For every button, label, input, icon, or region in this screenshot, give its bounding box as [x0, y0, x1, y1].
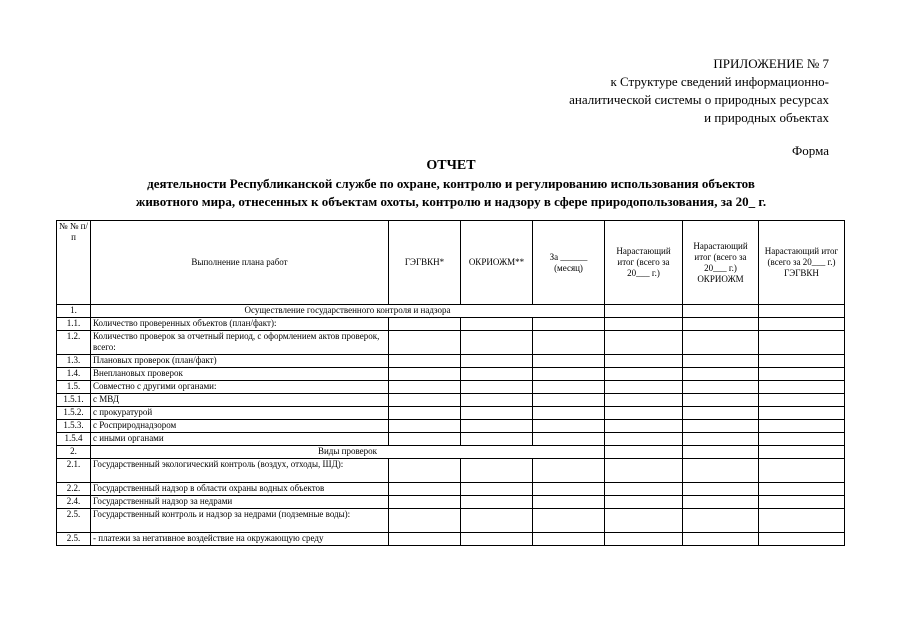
- cell-okriozhm[interactable]: [461, 355, 533, 368]
- appendix-line-3: аналитической системы о природных ресурсах: [569, 92, 829, 107]
- cell-cumulative-okriozhm[interactable]: [683, 509, 759, 533]
- row-num: 1.5.3.: [57, 420, 91, 433]
- cell-cumulative-gegvkn[interactable]: [759, 368, 845, 381]
- row-num: 1.: [57, 305, 91, 318]
- cell-cumulative-gegvkn[interactable]: [759, 305, 845, 318]
- header-month: За ______ (месяц): [533, 221, 605, 305]
- row-num: 2.: [57, 446, 91, 459]
- cell-gegvkn[interactable]: [389, 381, 461, 394]
- row-text: Внеплановых проверок: [91, 368, 389, 381]
- header-num: № № п/п: [57, 221, 91, 305]
- header-gegvkn: ГЭГВКН*: [389, 221, 461, 305]
- row-num: 1.1.: [57, 318, 91, 331]
- cell-cumulative-okriozhm[interactable]: [683, 368, 759, 381]
- table-row: [57, 496, 845, 509]
- cell-cumulative[interactable]: [605, 509, 683, 533]
- cell-cumulative-okriozhm[interactable]: [683, 496, 759, 509]
- row-num: 2.5.: [57, 533, 91, 546]
- cell-gegvkn[interactable]: [389, 318, 461, 331]
- cell-cumulative-okriozhm[interactable]: [683, 433, 759, 446]
- cell-cumulative[interactable]: [605, 368, 683, 381]
- cell-gegvkn[interactable]: [389, 407, 461, 420]
- cell-cumulative[interactable]: [605, 496, 683, 509]
- cell-cumulative[interactable]: [605, 394, 683, 407]
- cell-month[interactable]: [533, 433, 605, 446]
- table-row: [57, 420, 845, 433]
- cell-gegvkn[interactable]: [389, 533, 461, 546]
- table-row: [57, 305, 845, 318]
- table-row: [57, 509, 845, 533]
- report-title-line-2: животного мира, отнесенных к объектам охоты, контролю и надзору в сфере природопользования, за 20_ г.: [135, 194, 767, 209]
- cell-month[interactable]: [533, 420, 605, 433]
- cell-cumulative-okriozhm[interactable]: [683, 459, 759, 483]
- cell-gegvkn[interactable]: [389, 483, 461, 496]
- cell-okriozhm[interactable]: [461, 381, 533, 394]
- row-text: Количество проверок за отчетный период, с оформлением актов проверок, всего:: [91, 331, 389, 355]
- cell-month[interactable]: [533, 355, 605, 368]
- header-okriozhm: ОКРИОЖМ**: [461, 221, 533, 305]
- cell-month[interactable]: [533, 318, 605, 331]
- row-num: 2.1.: [57, 459, 91, 483]
- cell-gegvkn[interactable]: [389, 509, 461, 533]
- cell-cumulative-gegvkn[interactable]: [759, 509, 845, 533]
- cell-cumulative[interactable]: [605, 420, 683, 433]
- cell-okriozhm[interactable]: [461, 420, 533, 433]
- header-cumulative: Нарастающий итог (всего за 20___ г.): [605, 221, 683, 305]
- cell-cumulative-gegvkn[interactable]: [759, 533, 845, 546]
- table-row: [57, 483, 845, 496]
- row-num: 2.4.: [57, 496, 91, 509]
- cell-month[interactable]: [533, 331, 605, 355]
- cell-okriozhm[interactable]: [461, 459, 533, 483]
- row-text: Государственный надзор за недрами: [91, 496, 389, 509]
- section-title: Осуществление государственного контроля и надзора: [91, 305, 605, 318]
- cell-okriozhm[interactable]: [461, 318, 533, 331]
- table-row: [57, 446, 845, 459]
- cell-cumulative-gegvkn[interactable]: [759, 331, 845, 355]
- cell-cumulative-gegvkn[interactable]: [759, 394, 845, 407]
- cell-cumulative-gegvkn[interactable]: [759, 355, 845, 368]
- cell-cumulative[interactable]: [605, 433, 683, 446]
- cell-cumulative-gegvkn[interactable]: [759, 459, 845, 483]
- cell-cumulative-okriozhm[interactable]: [683, 355, 759, 368]
- cell-okriozhm[interactable]: [461, 394, 533, 407]
- cell-cumulative[interactable]: [605, 305, 683, 318]
- cell-cumulative-okriozhm[interactable]: [683, 381, 759, 394]
- header-cumulative-gegvkn: Нарастающий итог (всего за 20___ г.) ГЭГВКН: [759, 221, 845, 305]
- row-text: Совместно с другими органами:: [91, 381, 389, 394]
- cell-month[interactable]: [533, 394, 605, 407]
- row-num: 1.3.: [57, 355, 91, 368]
- row-num: 1.5.4: [57, 433, 91, 446]
- cell-okriozhm[interactable]: [461, 407, 533, 420]
- cell-okriozhm[interactable]: [461, 496, 533, 509]
- table-row: [57, 407, 845, 420]
- cell-cumulative[interactable]: [605, 318, 683, 331]
- cell-okriozhm[interactable]: [461, 533, 533, 546]
- cell-month[interactable]: [533, 459, 605, 483]
- cell-okriozhm[interactable]: [461, 433, 533, 446]
- cell-month[interactable]: [533, 496, 605, 509]
- cell-month[interactable]: [533, 533, 605, 546]
- cell-month[interactable]: [533, 509, 605, 533]
- cell-cumulative-okriozhm[interactable]: [683, 533, 759, 546]
- cell-gegvkn[interactable]: [389, 420, 461, 433]
- row-text: с Росприроднадзором: [91, 420, 389, 433]
- table-row: [57, 331, 845, 355]
- cell-cumulative[interactable]: [605, 381, 683, 394]
- appendix-line-2: к Структуре сведений информационно-: [610, 74, 829, 89]
- cell-cumulative-gegvkn[interactable]: [759, 446, 845, 459]
- table-row: [57, 459, 845, 483]
- row-text: с иными органами: [91, 433, 389, 446]
- table-row: [57, 318, 845, 331]
- report-title: [56, 157, 846, 211]
- cell-cumulative-gegvkn[interactable]: [759, 433, 845, 446]
- cell-gegvkn[interactable]: [389, 459, 461, 483]
- appendix-line-1: ПРИЛОЖЕНИЕ № 7: [713, 56, 829, 71]
- cell-cumulative[interactable]: [605, 331, 683, 355]
- row-text: - платежи за негативное воздействие на окружающую среду: [91, 533, 389, 546]
- table-row: [57, 355, 845, 368]
- row-num: 2.5.: [57, 509, 91, 533]
- cell-okriozhm[interactable]: [461, 483, 533, 496]
- report-title-line-1: деятельности Республиканской службе по охране, контролю и регулированию использования объектов: [147, 176, 755, 191]
- row-num: 1.2.: [57, 331, 91, 355]
- cell-cumulative-gegvkn[interactable]: [759, 318, 845, 331]
- cell-cumulative-gegvkn[interactable]: [759, 483, 845, 496]
- cell-gegvkn[interactable]: [389, 394, 461, 407]
- cell-cumulative-gegvkn[interactable]: [759, 496, 845, 509]
- cell-month[interactable]: [533, 368, 605, 381]
- section-title: Виды проверок: [91, 446, 605, 459]
- cell-cumulative[interactable]: [605, 459, 683, 483]
- cell-cumulative-okriozhm[interactable]: [683, 407, 759, 420]
- header-cumulative-okriozhm: Нарастающий итог (всего за 20___ г.) ОКРИОЖМ: [683, 221, 759, 305]
- appendix-line-4: и природных объектах: [704, 110, 829, 125]
- cell-month[interactable]: [533, 381, 605, 394]
- cell-month[interactable]: [533, 407, 605, 420]
- cell-gegvkn[interactable]: [389, 331, 461, 355]
- cell-cumulative-okriozhm[interactable]: [683, 318, 759, 331]
- row-num: 1.5.2.: [57, 407, 91, 420]
- appendix-block: [569, 55, 829, 127]
- table-row: [57, 433, 845, 446]
- cell-cumulative[interactable]: [605, 533, 683, 546]
- row-text: Государственный экологический контроль (воздух, отходы, ШД):: [91, 459, 389, 483]
- row-text: Государственный надзор в области охраны водных объектов: [91, 483, 389, 496]
- report-table: [56, 220, 845, 546]
- table-row: [57, 368, 845, 381]
- cell-cumulative[interactable]: [605, 446, 683, 459]
- row-text: с МВД: [91, 394, 389, 407]
- cell-month[interactable]: [533, 483, 605, 496]
- row-text: Плановых проверок (план/факт): [91, 355, 389, 368]
- cell-cumulative-okriozhm[interactable]: [683, 305, 759, 318]
- table-header-row: [57, 221, 845, 305]
- cell-okriozhm[interactable]: [461, 368, 533, 381]
- cell-okriozhm[interactable]: [461, 331, 533, 355]
- cell-cumulative-okriozhm[interactable]: [683, 483, 759, 496]
- report-title-main: ОТЧЕТ: [426, 158, 476, 173]
- cell-okriozhm[interactable]: [461, 509, 533, 533]
- cell-cumulative-okriozhm[interactable]: [683, 446, 759, 459]
- cell-cumulative-gegvkn[interactable]: [759, 420, 845, 433]
- cell-gegvkn[interactable]: [389, 355, 461, 368]
- cell-cumulative-gegvkn[interactable]: [759, 407, 845, 420]
- cell-cumulative[interactable]: [605, 407, 683, 420]
- row-num: 2.2.: [57, 483, 91, 496]
- cell-gegvkn[interactable]: [389, 433, 461, 446]
- cell-cumulative-okriozhm[interactable]: [683, 394, 759, 407]
- form-label: Форма: [792, 143, 829, 158]
- row-num: 1.4.: [57, 368, 91, 381]
- row-num: 1.5.1.: [57, 394, 91, 407]
- cell-cumulative[interactable]: [605, 355, 683, 368]
- cell-cumulative-okriozhm[interactable]: [683, 420, 759, 433]
- cell-gegvkn[interactable]: [389, 496, 461, 509]
- cell-cumulative-gegvkn[interactable]: [759, 381, 845, 394]
- table-row: [57, 381, 845, 394]
- row-num: 1.5.: [57, 381, 91, 394]
- table-row: [57, 394, 845, 407]
- cell-cumulative[interactable]: [605, 483, 683, 496]
- row-text: Количество проверенных объектов (план/факт):: [91, 318, 389, 331]
- cell-cumulative-okriozhm[interactable]: [683, 331, 759, 355]
- cell-gegvkn[interactable]: [389, 368, 461, 381]
- row-text: Государственный контроль и надзор за недрами (подземные воды):: [91, 509, 389, 533]
- header-plan: Выполнение плана работ: [91, 221, 389, 305]
- row-text: с прокуратурой: [91, 407, 389, 420]
- table-row: [57, 533, 845, 546]
